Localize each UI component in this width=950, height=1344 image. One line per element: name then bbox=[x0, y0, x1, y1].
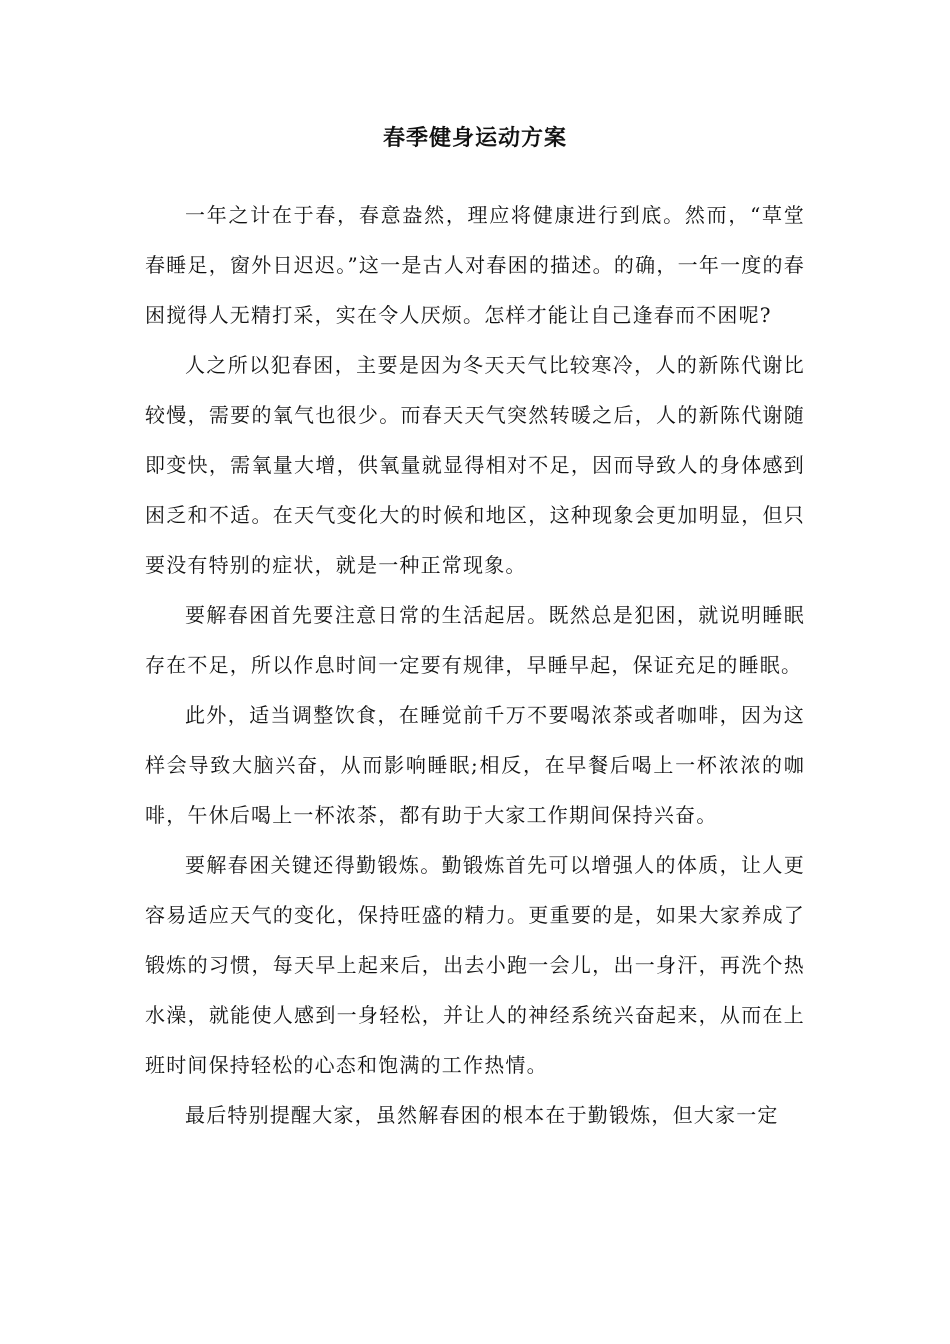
paragraph-1: 一年之计在于春，春意盎然，理应将健康进行到底。然而，“草堂春睡足，窗外日迟迟。”这一是古人对春困的描述。的确，一年一度的春困搅得人无精打采，实在令人厌烦。怎样才能让自己逢春而不困呢? bbox=[145, 203, 805, 327]
document-body bbox=[145, 190, 805, 1140]
document-title: 春季健身运动方案 bbox=[382, 125, 567, 151]
paragraph-4: 此外，适当调整饮食，在睡觉前千万不要喝浓茶或者咖啡，因为这样会导致大脑兴奋，从而影响睡眠;相反，在早餐后喝上一杯浓浓的咖啡，午休后喝上一杯浓茶，都有助于大家工作期间保持兴奋。 bbox=[145, 703, 805, 827]
paragraph-5: 要解春困关键还得勤锻炼。勤锻炼首先可以增强人的体质，让人更容易适应天气的变化，保持旺盛的精力。更重要的是，如果大家养成了锻炼的习惯，每天早上起来后，出去小跑一会儿，出一身汗，再洗个热水澡，就能使人感到一身轻松，并让人的神经系统兴奋起来，从而在上班时间保持轻松的心态和饱满的工作热情。 bbox=[145, 853, 805, 1077]
paragraph-3: 要解春困首先要注意日常的生活起居。既然总是犯困，就说明睡眠存在不足，所以作息时间一定要有规律，早睡早起，保证充足的睡眠。 bbox=[145, 603, 805, 677]
paragraph-6: 最后特别提醒大家，虽然解春困的根本在于勤锻炼，但大家一定 bbox=[185, 1103, 779, 1127]
paragraph-2: 人之所以犯春困，主要是因为冬天天气比较寒冷，人的新陈代谢比较慢，需要的氧气也很少。而春天天气突然转暖之后，人的新陈代谢随即变快，需氧量大增，供氧量就显得相对不足，因而导致人的身体感到困乏和不适。在天气变化大的时候和地区，这种现象会更加明显，但只要没有特别的症状，就是一种正常现象。 bbox=[145, 353, 805, 577]
